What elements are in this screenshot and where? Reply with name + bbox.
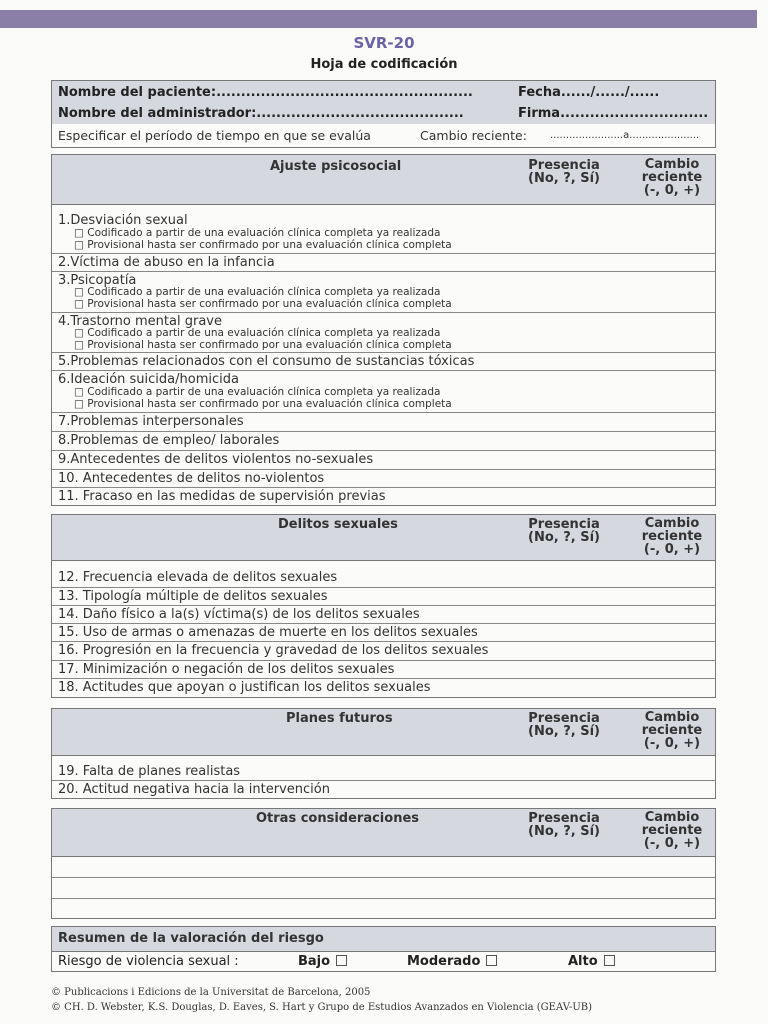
presence-column-header: Presencia (No, ?, Sí) bbox=[528, 711, 600, 739]
blank-row[interactable] bbox=[52, 856, 715, 878]
item-row: 1.Desviación sexual □ Codificado a partir de una evaluación clínica completa ya realizada □ Provisional hasta ser confirmado por una evaluación clínica completa bbox=[52, 204, 715, 254]
provisional-checkbox[interactable]: □ Provisional hasta ser confirmado por una evaluación clínica completa bbox=[74, 239, 452, 251]
item-row: 18. Actitudes que apoyan o justifican los delitos sexuales bbox=[58, 680, 431, 695]
sexual-offenses-section bbox=[51, 514, 716, 698]
coded-checkbox[interactable]: □ Codificado a partir de una evaluación clínica completa ya realizada bbox=[74, 227, 440, 239]
recent-change-range-field[interactable]: .......................a...................... bbox=[550, 130, 700, 141]
item-row: 9.Antecedentes de delitos violentos no-sexuales bbox=[52, 451, 715, 470]
other-considerations-header bbox=[52, 809, 715, 857]
blank-row[interactable] bbox=[52, 878, 715, 899]
risk-high-checkbox[interactable] bbox=[604, 955, 615, 966]
period-label: Especificar el período de tiempo en que se evalúa bbox=[58, 128, 371, 143]
change-column-header: Cambio reciente (-, 0, +) bbox=[641, 157, 703, 198]
item-row: 15. Uso de armas o amenazas de muerte en los delitos sexuales bbox=[52, 624, 715, 642]
other-considerations-section bbox=[51, 808, 716, 919]
item-row: 16. Progresión en la frecuencia y gravedad de los delitos sexuales bbox=[52, 642, 715, 661]
item-row: 11. Fracaso en las medidas de supervisión previas bbox=[58, 489, 386, 504]
other-considerations-title: Otras consideraciones bbox=[256, 811, 420, 826]
risk-moderate-option[interactable]: Moderado bbox=[407, 954, 497, 969]
change-column-header: Cambio reciente (-, 0, +) bbox=[641, 810, 703, 851]
risk-low-option[interactable]: Bajo bbox=[298, 954, 347, 969]
item-row: 19. Falta de planes realistas bbox=[52, 755, 715, 781]
coded-checkbox[interactable]: □ Codificado a partir de una evaluación clínica completa ya realizada bbox=[74, 286, 440, 298]
item-row: 10. Antecedentes de delitos no-violentos bbox=[52, 470, 715, 488]
coded-checkbox[interactable]: □ Codificado a partir de una evaluación clínica completa ya realizada bbox=[74, 386, 440, 398]
sexual-offenses-title: Delitos sexuales bbox=[278, 517, 398, 532]
blank-row[interactable] bbox=[52, 899, 715, 918]
presence-column-header: Presencia (No, ?, Sí) bbox=[528, 158, 600, 186]
item-row: 17. Minimización o negación de los delitos sexuales bbox=[52, 661, 715, 679]
future-plans-section bbox=[51, 708, 716, 799]
coded-checkbox[interactable]: □ Codificado a partir de una evaluación clínica completa ya realizada bbox=[74, 327, 440, 339]
item-row: 7.Problemas interpersonales bbox=[52, 413, 715, 432]
item-row: 2.Víctima de abuso en la infancia bbox=[52, 254, 715, 272]
date-field[interactable]: Fecha....../....../...... bbox=[518, 85, 660, 100]
future-plans-title: Planes futuros bbox=[286, 711, 393, 726]
item-row: 5.Problemas relacionados con el consumo de sustancias tóxicas bbox=[52, 353, 715, 371]
change-column-header: Cambio reciente (-, 0, +) bbox=[641, 710, 703, 751]
copyright-authors: © CH. D. Webster, K.S. Douglas, D. Eaves, S. Hart y Grupo de Estudios Avanzados en Violencia (GEAV-UB) bbox=[51, 1002, 593, 1013]
header-box bbox=[51, 80, 716, 125]
top-color-bar bbox=[0, 10, 757, 28]
item-row: 4.Trastorno mental grave □ Codificado a partir de una evaluación clínica completa ya realizada □ Provisional hasta ser confirmado por una evaluación clínica completa bbox=[52, 313, 715, 353]
item-row: 8.Problemas de empleo/ laborales bbox=[52, 432, 715, 451]
risk-summary-section bbox=[51, 926, 716, 972]
risk-label: Riesgo de violencia sexual : bbox=[58, 954, 239, 969]
provisional-checkbox[interactable]: □ Provisional hasta ser confirmado por una evaluación clínica completa bbox=[74, 339, 452, 351]
risk-high-option[interactable]: Alto bbox=[568, 954, 615, 969]
provisional-checkbox[interactable]: □ Provisional hasta ser confirmado por una evaluación clínica completa bbox=[74, 298, 452, 310]
item-row: 20. Actitud negativa hacia la intervención bbox=[58, 782, 330, 797]
risk-moderate-checkbox[interactable] bbox=[486, 955, 497, 966]
psychosocial-section bbox=[51, 154, 716, 506]
patient-name-field[interactable]: Nombre del paciente:.................................................... bbox=[58, 85, 473, 100]
risk-summary-title: Resumen de la valoración del riesgo bbox=[58, 931, 324, 946]
presence-column-header: Presencia (No, ?, Sí) bbox=[528, 811, 600, 839]
risk-summary-header bbox=[52, 927, 715, 952]
period-row bbox=[51, 124, 716, 148]
item-row: 14. Daño físico a la(s) víctima(s) de los delitos sexuales bbox=[52, 606, 715, 624]
future-plans-header bbox=[52, 709, 715, 756]
administrator-name-field[interactable]: Nombre del administrador:.......................................... bbox=[58, 106, 464, 121]
item-row: 3.Psicopatía □ Codificado a partir de una evaluación clínica completa ya realizada □ Provisional hasta ser confirmado por una evaluación clínica completa bbox=[52, 272, 715, 313]
sexual-offenses-header bbox=[52, 515, 715, 561]
presence-column-header: Presencia (No, ?, Sí) bbox=[528, 517, 600, 545]
form-subtitle: Hoja de codificación bbox=[310, 57, 458, 72]
change-column-header: Cambio reciente (-, 0, +) bbox=[641, 516, 703, 557]
item-row: 6.Ideación suicida/homicida □ Codificado a partir de una evaluación clínica completa ya realizada □ Provisional hasta ser confirmado por una evaluación clínica completa bbox=[52, 371, 715, 413]
psychosocial-header bbox=[52, 155, 715, 205]
signature-field[interactable]: Firma.............................. bbox=[518, 106, 709, 121]
item-row: 13. Tipología múltiple de delitos sexuales bbox=[52, 588, 715, 606]
copyright-publisher: © Publicacions i Edicions de la Universitat de Barcelona, 2005 bbox=[51, 987, 371, 998]
item-row: 12. Frecuencia elevada de delitos sexuales bbox=[52, 560, 715, 588]
form-title: SVR-20 bbox=[353, 34, 415, 52]
psychosocial-title: Ajuste psicosocial bbox=[270, 159, 402, 174]
risk-low-checkbox[interactable] bbox=[336, 955, 347, 966]
recent-change-label: Cambio reciente: bbox=[420, 128, 527, 143]
provisional-checkbox[interactable]: □ Provisional hasta ser confirmado por una evaluación clínica completa bbox=[74, 398, 452, 410]
